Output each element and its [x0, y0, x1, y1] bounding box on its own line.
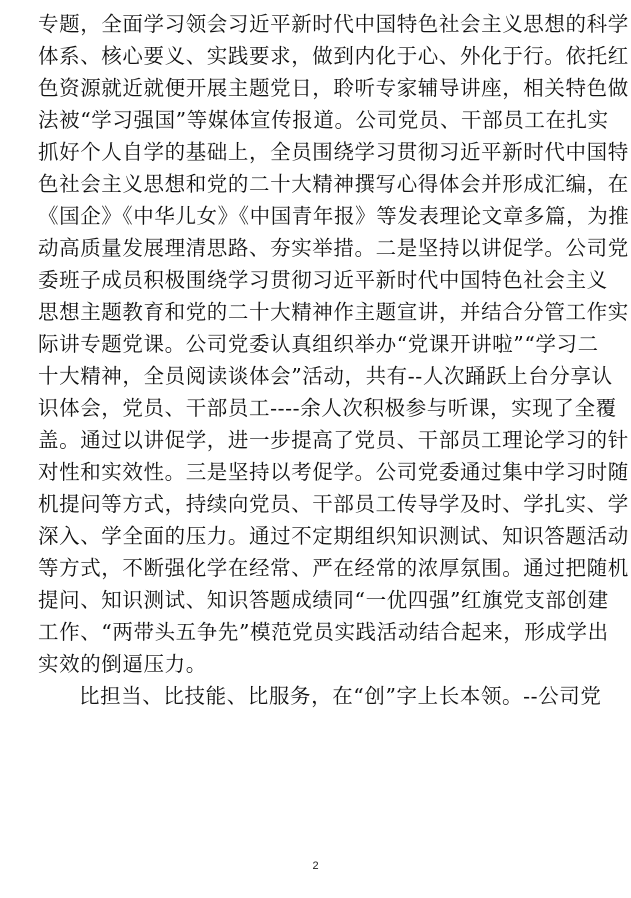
text-line: 机提问等方式，持续向党员、干部员工传导学及时、学扎实、学 [38, 492, 629, 516]
text-line: 深入、学全面的压力。通过不定期组织知识测试、知识答题活动 [38, 524, 629, 548]
text-line: 提问、知识测试、知识答题成绩同“一优四强”红旗党支部创建 [38, 588, 609, 612]
text-line: 盖。通过以讲促学，进一步提高了党员、干部员工理论学习的针 [38, 428, 629, 452]
text-line: 对性和实效性。三是坚持以考促学。公司党委通过集中学习时随 [38, 460, 629, 484]
paragraph-first-line: 比担当、比技能、比服务，在“创”字上长本领。--公司党 [79, 684, 602, 708]
text-line: 际讲专题党课。公司党委认真组织举办“党课开讲啦”“学习二 [38, 332, 599, 356]
text-line: 专题，全面学习领会习近平新时代中国特色社会主义思想的科学 [38, 12, 629, 36]
text-line: 识体会，党员、干部员工----余人次积极参与听课，实现了全覆 [38, 396, 617, 420]
text-line: 动高质量发展理清思路、夯实举措。二是坚持以讲促学。公司党 [38, 236, 629, 260]
text-line: 色资源就近就便开展主题党日，聆听专家辅导讲座，相关特色做 [38, 76, 629, 100]
text-line: 等方式，不断强化学在经常、严在经常的浓厚氛围。通过把随机 [38, 556, 629, 580]
page-number: 2 [312, 860, 319, 872]
text-line: 委班子成员积极围绕学习贯彻习近平新时代中国特色社会主义 [38, 268, 608, 292]
text-line: 抓好个人自学的基础上，全员围绕学习贯彻习近平新时代中国特 [38, 140, 629, 164]
text-line: 实效的倒逼压力。 [38, 652, 207, 676]
text-line: 法被“学习强国”等媒体宣传报道。公司党员、干部员工在扎实 [38, 108, 609, 132]
text-line: 色社会主义思想和党的二十大精神撰写心得体会并形成汇编，在 [38, 172, 629, 196]
text-line: 体系、核心要义、实践要求，做到内化于心、外化于行。依托红 [38, 44, 629, 68]
text-line: 思想主题教育和党的二十大精神作主题宣讲，并结合分管工作实 [38, 300, 629, 324]
text-line: 工作、“两带头五争先”模范党员实践活动结合起来，形成学出 [38, 620, 609, 644]
text-line: 《国企》《中华儿女》《中国青年报》等发表理论文章多篇，为推 [38, 204, 630, 228]
text-line: 十大精神，全员阅读谈体会”活动，共有--人次踊跃上台分享认 [38, 364, 613, 388]
